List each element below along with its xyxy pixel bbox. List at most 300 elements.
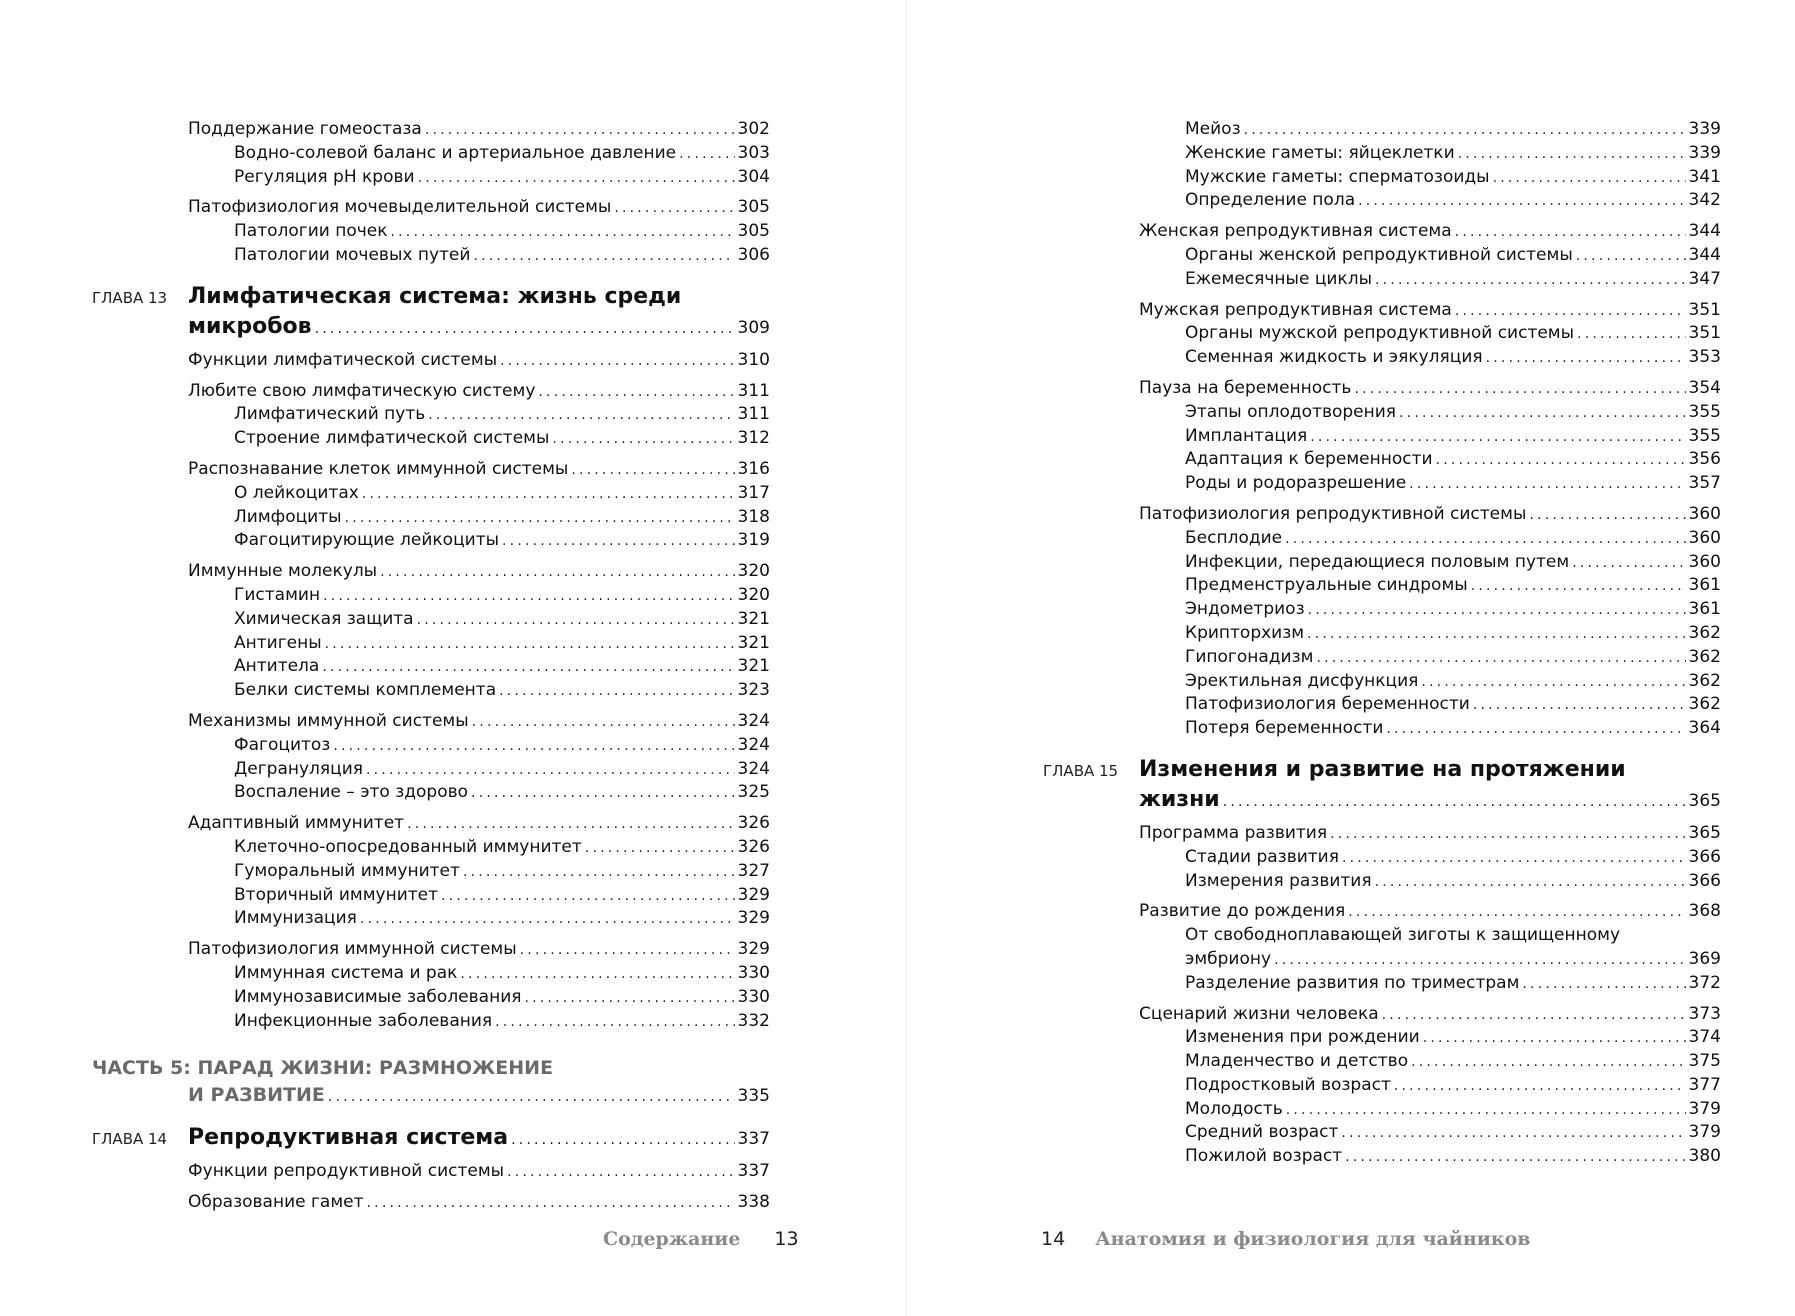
toc-entry[interactable] <box>92 529 770 553</box>
toc-entry[interactable] <box>92 166 770 190</box>
entry-page-number: 354 <box>1688 377 1721 398</box>
entry-title: Мейоз <box>1185 119 1241 139</box>
toc-entry[interactable] <box>1043 322 1721 346</box>
toc-entry[interactable] <box>1043 646 1721 670</box>
toc-entry[interactable] <box>92 506 770 530</box>
toc-group <box>1043 822 1721 893</box>
chapter-heading-line <box>1043 785 1721 815</box>
toc-entry[interactable] <box>92 836 770 860</box>
dot-leader <box>495 1011 734 1035</box>
entry-page-number: 360 <box>1688 527 1721 548</box>
entry-page-number: 312 <box>737 428 770 449</box>
toc-entry[interactable] <box>1043 598 1721 622</box>
entry-title: Патофизиология беременности <box>1185 694 1470 715</box>
entry-title: Развитие до рождения <box>1139 901 1346 922</box>
entry-title: Вторичный иммунитет <box>234 884 439 905</box>
entry-page-number: 326 <box>737 836 770 857</box>
entry-page-number: 360 <box>1688 503 1721 524</box>
toc-entry[interactable] <box>1043 425 1721 449</box>
toc-entry[interactable] <box>1043 346 1721 370</box>
entry-page-number: 317 <box>737 482 770 503</box>
dot-leader <box>417 609 735 633</box>
dot-leader <box>333 735 734 759</box>
running-title: Анатомия и физиология для чайников <box>1095 1228 1531 1250</box>
entry-title: Семенная жидкость и эякуляция <box>1185 347 1483 368</box>
entry-page-number: 357 <box>1688 473 1721 494</box>
dot-leader <box>1411 1051 1685 1075</box>
entry-title: эмбриону <box>1185 948 1272 969</box>
entry-page-number: 318 <box>737 506 770 527</box>
toc-entry[interactable] <box>1043 670 1721 694</box>
book-gutter <box>906 0 907 1316</box>
toc-entry[interactable] <box>92 142 770 166</box>
toc-group <box>92 380 770 451</box>
entry-page-number: 375 <box>1688 1051 1721 1072</box>
entry-title: Регуляция pH крови <box>234 166 415 187</box>
dot-leader <box>1223 787 1686 817</box>
dot-leader <box>366 759 735 783</box>
entry-title: Крипторхизм <box>1185 622 1305 643</box>
dot-leader <box>1308 599 1686 623</box>
toc-entry[interactable] <box>1043 822 1721 846</box>
toc-group <box>92 458 770 553</box>
toc-entry[interactable] <box>92 860 770 884</box>
dot-leader <box>473 245 734 269</box>
dot-leader <box>441 885 735 909</box>
entry-page-number: 325 <box>737 782 770 803</box>
toc-group <box>92 118 770 189</box>
entry-page-number: 320 <box>737 584 770 605</box>
toc-entry[interactable] <box>92 608 770 632</box>
dot-leader <box>1486 347 1686 371</box>
dot-leader <box>499 680 734 704</box>
toc-entry[interactable] <box>1043 1098 1721 1122</box>
toc-entry[interactable] <box>1043 1026 1721 1050</box>
dot-leader <box>367 1192 735 1216</box>
entry-title: Женские гаметы: яйцеклетки <box>1185 142 1455 163</box>
entry-page-number: 355 <box>1688 425 1721 446</box>
entry-title: Подростковый возраст <box>1185 1074 1391 1095</box>
entry-page-number: 373 <box>1688 1003 1721 1024</box>
toc-entry[interactable] <box>1043 220 1721 244</box>
dot-leader <box>345 507 735 531</box>
toc-entry[interactable] <box>1043 377 1721 401</box>
entry-page-number: 332 <box>737 1010 770 1031</box>
entry-page-number: 347 <box>1688 268 1721 289</box>
entry-title: Стадии развития <box>1185 846 1339 867</box>
toc-group <box>1043 118 1721 213</box>
entry-title: Предменструальные синдромы <box>1185 575 1468 596</box>
entry-page-number: 369 <box>1688 948 1721 969</box>
toc-entry[interactable] <box>92 758 770 782</box>
entry-title: Фагоцитирующие лейкоциты <box>234 530 500 551</box>
chapter-label: ГЛАВА 13 <box>92 288 168 307</box>
entry-page-number: 324 <box>737 710 770 731</box>
entry-page-number: 351 <box>1688 299 1721 320</box>
dot-leader <box>1375 269 1686 293</box>
entry-title: Органы женской репродуктивной системы <box>1185 244 1573 265</box>
dot-leader <box>1354 378 1685 402</box>
dot-leader <box>1394 1075 1686 1099</box>
toc-entry[interactable] <box>1043 1121 1721 1145</box>
dot-leader <box>1375 871 1686 895</box>
entry-title: Гипогонадизм <box>1185 646 1314 667</box>
entry-title: Эндометриоз <box>1185 599 1305 620</box>
entry-title: Этапы оплодотворения <box>1185 401 1397 422</box>
chapter-heading[interactable] <box>92 282 770 342</box>
toc-group <box>1043 377 1721 496</box>
entry-title: Измерения развития <box>1185 870 1372 891</box>
toc-entry[interactable] <box>92 349 770 373</box>
toc-entry-wrapped-line[interactable]: От свободноплавающей зиготы к защищенному <box>1185 925 1621 946</box>
entry-title: Патофизиология иммунной системы <box>188 939 517 960</box>
entry-page-number: 326 <box>737 813 770 834</box>
dot-leader <box>322 656 734 680</box>
toc-entry[interactable] <box>92 482 770 506</box>
toc-entry[interactable] <box>1043 299 1721 323</box>
entry-page-number: 356 <box>1688 449 1721 470</box>
entry-title: Ежемесячные циклы <box>1185 268 1372 289</box>
entry-page-number: 321 <box>737 656 770 677</box>
toc-entry[interactable] <box>92 962 770 986</box>
entry-page-number: 338 <box>737 1192 770 1213</box>
toc-entry[interactable] <box>92 632 770 656</box>
toc-entry[interactable] <box>92 938 770 962</box>
chapter-heading-line <box>1043 755 1721 785</box>
dot-leader <box>1399 402 1686 426</box>
entry-title: Изменения при рождении <box>1185 1027 1420 1048</box>
entry-title: Роды и родоразрешение <box>1185 473 1407 494</box>
toc-entry[interactable] <box>92 244 770 268</box>
toc-group <box>1043 1003 1721 1170</box>
entry-page-number: 377 <box>1688 1074 1721 1095</box>
entry-page-number: 362 <box>1688 694 1721 715</box>
dot-leader <box>1286 1099 1686 1123</box>
dot-leader <box>1345 1146 1685 1170</box>
toc-entry[interactable] <box>1043 1050 1721 1074</box>
toc-entry[interactable] <box>1043 1145 1721 1169</box>
entry-title: Строение лимфатической системы <box>234 428 550 449</box>
entry-title: Лимфоциты <box>234 506 342 527</box>
dot-leader <box>1348 901 1685 925</box>
dot-leader <box>500 350 734 374</box>
dot-leader <box>391 221 735 245</box>
entry-title: Пауза на беременность <box>1139 377 1352 398</box>
entry-title: Определение пола <box>1185 190 1356 211</box>
entry-title: Функции лимфатической системы <box>188 349 498 370</box>
entry-title: Иммунозависимые заболевания <box>234 986 522 1007</box>
dot-leader <box>1330 823 1685 847</box>
entry-title: Функции репродуктивной системы <box>188 1161 505 1182</box>
part-page-number: 335 <box>737 1086 770 1107</box>
entry-title: Разделение развития по триместрам <box>1185 972 1520 993</box>
entry-page-number: 311 <box>737 404 770 425</box>
page-number: 14 <box>1041 1228 1066 1250</box>
toc-entry[interactable] <box>92 584 770 608</box>
toc-entry[interactable] <box>1043 900 1721 924</box>
dot-leader <box>425 119 735 143</box>
entry-page-number: 337 <box>737 1161 770 1182</box>
entry-page-number: 321 <box>737 632 770 653</box>
entry-page-number: 339 <box>1688 119 1721 139</box>
entry-page-number: 316 <box>737 458 770 479</box>
chapter-title: Репродуктивная система <box>188 1125 509 1151</box>
entry-title: Белки системы комплемента <box>234 680 497 701</box>
entry-title: Инфекционные заболевания <box>234 1010 493 1031</box>
toc-group <box>92 1191 770 1215</box>
dot-leader <box>1473 694 1686 718</box>
entry-title: Лимфатический путь <box>234 404 426 425</box>
right-page-toc <box>1043 118 1721 1169</box>
toc-entry[interactable] <box>1043 448 1721 472</box>
dot-leader <box>328 1084 735 1111</box>
entry-page-number: 329 <box>737 884 770 905</box>
entry-title: Иммунная система и рак <box>234 962 458 983</box>
entry-page-number: 329 <box>737 939 770 960</box>
toc-group <box>92 196 770 267</box>
running-title: Содержание <box>603 1228 741 1250</box>
entry-title: Механизмы иммунной системы <box>188 710 469 731</box>
toc-entry[interactable] <box>92 734 770 758</box>
entry-title: Органы мужской репродуктивной системы <box>1185 323 1575 344</box>
entry-page-number: 374 <box>1688 1027 1721 1048</box>
toc-entry[interactable] <box>92 907 770 931</box>
entry-page-number: 304 <box>737 166 770 187</box>
entry-page-number: 368 <box>1688 901 1721 922</box>
toc-entry[interactable] <box>92 458 770 482</box>
entry-title: Клеточно-опосредованный иммунитет <box>234 836 582 857</box>
entry-page-number: 303 <box>737 142 770 163</box>
toc-entry[interactable] <box>1043 268 1721 292</box>
entry-page-number: 344 <box>1688 244 1721 265</box>
toc-entry[interactable] <box>92 220 770 244</box>
chapter-title: Изменения и развитие на протяжении <box>1139 756 1626 782</box>
dot-leader <box>1409 473 1685 497</box>
part-title: ЧАСТЬ 5: ПАРАД ЖИЗНИ: РАЗМНОЖЕНИЕ <box>92 1057 554 1080</box>
entry-page-number: 344 <box>1688 221 1721 242</box>
entry-page-number: 365 <box>1688 822 1721 843</box>
dot-leader <box>315 314 735 344</box>
entry-title: Образование гамет <box>188 1192 364 1213</box>
chapter-title-continued: микробов <box>188 313 312 339</box>
entry-title: Потеря беременности <box>1185 718 1384 739</box>
toc-entry[interactable] <box>1043 574 1721 598</box>
entry-title: Пожилой возраст <box>1185 1146 1343 1167</box>
toc-group <box>92 1160 770 1184</box>
entry-title: Сценарий жизни человека <box>1139 1003 1379 1024</box>
dot-leader <box>1341 1122 1685 1146</box>
dot-leader <box>571 459 734 483</box>
dot-leader <box>323 585 734 609</box>
dot-leader <box>1529 504 1685 528</box>
toc-group <box>92 812 770 931</box>
entry-page-number: 362 <box>1688 622 1721 643</box>
entry-title: Распознавание клеток иммунной системы <box>188 458 569 479</box>
dot-leader <box>1455 221 1686 245</box>
toc-entry[interactable] <box>1043 1003 1721 1027</box>
toc-entry[interactable] <box>92 196 770 220</box>
entry-page-number: 379 <box>1688 1122 1721 1143</box>
dot-leader <box>428 404 734 428</box>
toc-entry[interactable] <box>1043 948 1721 972</box>
part-heading[interactable] <box>92 1055 770 1109</box>
entry-page-number: 362 <box>1688 670 1721 691</box>
entry-page-number: 330 <box>737 986 770 1007</box>
toc-entry[interactable] <box>1043 693 1721 717</box>
dot-leader <box>460 963 734 987</box>
chapter-page-number: 337 <box>737 1129 770 1150</box>
chapter-label: ГЛАВА 14 <box>92 1130 168 1149</box>
entry-page-number: 339 <box>1688 142 1721 163</box>
dot-leader <box>1274 949 1685 973</box>
toc-entry[interactable] <box>92 403 770 427</box>
entry-title: Патологии почек <box>234 221 388 242</box>
entry-page-number: 310 <box>737 349 770 370</box>
entry-title: Эректильная дисфункция <box>1185 670 1419 691</box>
entry-page-number: 324 <box>737 734 770 755</box>
entry-page-number: 327 <box>737 860 770 881</box>
toc-entry[interactable] <box>1043 551 1721 575</box>
entry-title: Водно-солевой баланс и артериальное давление <box>234 142 677 163</box>
chapter-label: ГЛАВА 15 <box>1043 761 1119 780</box>
toc-entry[interactable] <box>1043 846 1721 870</box>
entry-title: Патофизиология мочевыделительной системы <box>188 197 612 218</box>
chapter-heading-line <box>92 312 770 342</box>
toc-entry[interactable] <box>1043 870 1721 894</box>
entry-page-number: 360 <box>1688 551 1721 572</box>
entry-page-number: 380 <box>1688 1146 1721 1167</box>
chapter-title-continued: жизни <box>1139 786 1220 812</box>
entry-title: Имплантация <box>1185 425 1308 446</box>
entry-page-number: 323 <box>737 680 770 701</box>
toc-group <box>92 560 770 703</box>
dot-leader <box>585 837 735 861</box>
toc-entry[interactable] <box>1043 401 1721 425</box>
toc-entry[interactable] <box>1043 244 1721 268</box>
toc-entry[interactable] <box>1043 972 1721 996</box>
entry-page-number: 366 <box>1688 870 1721 891</box>
toc-entry[interactable] <box>1043 1074 1721 1098</box>
part-title-continued: И РАЗВИТИЕ <box>188 1084 325 1107</box>
entry-title: Женская репродуктивная система <box>1139 221 1452 242</box>
entry-page-number: 353 <box>1688 347 1721 368</box>
entry-title: Средний возраст <box>1185 1122 1339 1143</box>
chapter-heading[interactable] <box>92 1123 770 1153</box>
toc-entry[interactable] <box>1043 142 1721 166</box>
toc-entry[interactable] <box>92 118 770 142</box>
toc-entry[interactable] <box>92 427 770 451</box>
toc-group <box>1043 220 1721 291</box>
dot-leader <box>463 861 735 885</box>
entry-page-number: 361 <box>1688 575 1721 596</box>
entry-page-number: 320 <box>737 561 770 582</box>
toc-entry[interactable] <box>92 1191 770 1215</box>
chapter-title: Лимфатическая система: жизнь среди <box>188 283 682 309</box>
dot-leader <box>472 711 735 735</box>
toc-entry[interactable] <box>92 655 770 679</box>
toc-entry[interactable] <box>92 380 770 404</box>
entry-title: Программа развития <box>1139 822 1328 843</box>
entry-page-number: 306 <box>737 244 770 265</box>
entry-title: Любите свою лимфатическую систему <box>188 380 536 401</box>
toc-entry[interactable] <box>1043 472 1721 496</box>
toc-entry[interactable] <box>92 710 770 734</box>
entry-title: Гуморальный иммунитет <box>234 860 460 881</box>
entry-page-number: 324 <box>737 758 770 779</box>
toc-entry[interactable] <box>1043 622 1721 646</box>
toc-entry[interactable] <box>92 560 770 584</box>
entry-title: Гистамин <box>234 584 321 605</box>
entry-page-number: 341 <box>1688 166 1721 187</box>
chapter-heading-line <box>92 282 770 312</box>
toc-entry[interactable] <box>92 1160 770 1184</box>
toc-entry[interactable] <box>1043 118 1721 142</box>
toc-entry[interactable] <box>1043 503 1721 527</box>
toc-entry[interactable] <box>92 986 770 1010</box>
entry-page-number: 372 <box>1688 972 1721 993</box>
toc-entry[interactable] <box>1043 717 1721 741</box>
page-number: 13 <box>774 1228 799 1250</box>
entry-page-number: 351 <box>1688 323 1721 344</box>
dot-leader <box>1522 973 1685 997</box>
dot-leader <box>1423 1027 1686 1051</box>
dot-leader <box>1307 623 1685 647</box>
dot-leader <box>1386 718 1685 742</box>
entry-title: Мужские гаметы: сперматозоиды <box>1185 166 1490 187</box>
dot-leader <box>1342 847 1686 871</box>
toc-group <box>1043 299 1721 370</box>
dot-leader <box>1421 671 1685 695</box>
entry-title: Патофизиология репродуктивной системы <box>1139 503 1527 524</box>
toc-entry[interactable] <box>1043 166 1721 190</box>
entry-page-number: 321 <box>737 608 770 629</box>
toc-group <box>1043 503 1721 741</box>
entry-title: Иммунизация <box>234 908 357 929</box>
toc-entry[interactable] <box>1043 527 1721 551</box>
entry-title: Антигены <box>234 632 322 653</box>
part-heading-line <box>92 1055 770 1082</box>
dot-leader <box>1576 245 1686 269</box>
entry-page-number: 361 <box>1688 599 1721 620</box>
chapter-heading-line <box>92 1123 770 1153</box>
entry-page-number: 305 <box>737 197 770 218</box>
entry-title: О лейкоцитах <box>234 482 359 503</box>
dot-leader <box>1572 552 1685 576</box>
dot-leader <box>1436 449 1686 473</box>
dot-leader <box>552 428 734 452</box>
entry-page-number: 379 <box>1688 1098 1721 1119</box>
toc-entry[interactable] <box>92 812 770 836</box>
dot-leader <box>1382 1004 1686 1028</box>
chapter-heading[interactable] <box>1043 755 1721 815</box>
toc-entry[interactable] <box>92 1010 770 1034</box>
toc-entry[interactable] <box>92 884 770 908</box>
right-page-footer <box>1041 1228 1530 1250</box>
entry-page-number: 366 <box>1688 846 1721 867</box>
dot-leader <box>325 633 735 657</box>
dot-leader <box>511 1125 734 1155</box>
chapter-page-number: 365 <box>1688 790 1721 811</box>
entry-title: Дегрануляция <box>234 758 363 779</box>
dot-leader <box>1358 190 1685 214</box>
entry-page-number: 330 <box>737 962 770 983</box>
entry-page-number: 364 <box>1688 718 1721 739</box>
toc-entry[interactable] <box>92 679 770 703</box>
toc-entry[interactable] <box>1043 189 1721 213</box>
toc-entry[interactable] <box>92 781 770 805</box>
dot-leader <box>1316 647 1685 671</box>
entry-page-number: 362 <box>1688 646 1721 667</box>
